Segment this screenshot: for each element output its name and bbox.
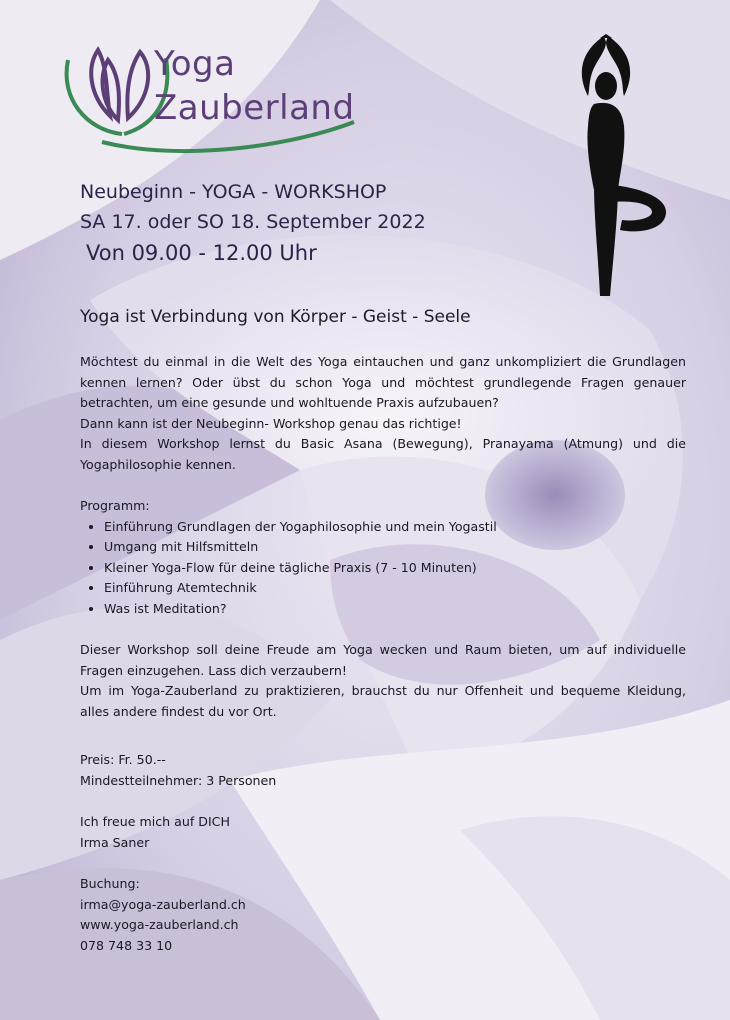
logo-line1: Yoga	[154, 44, 236, 84]
program-section	[80, 496, 686, 619]
signoff-section	[80, 812, 230, 853]
outro-clothing: Um im Yoga-Zauberland zu praktizieren, brauchst du nur Offenheit und bequeme Kleidung, alles andere findest du vor Ort.	[80, 683, 686, 719]
outro-paragraph: Dieser Workshop soll deine Freude am Yoga wecken und Raum bieten, um auf individuelle Fragen einzugehen. Lass dich verzaubern!	[80, 642, 686, 678]
program-item: • Umgang mit Hilfsmitteln	[104, 537, 686, 558]
outro-section	[80, 640, 686, 722]
booking-section	[80, 874, 246, 956]
signoff-line: Ich freue mich auf DICH	[80, 814, 230, 829]
booking-website[interactable]: www.yoga-zauberland.ch	[80, 917, 239, 932]
booking-phone[interactable]: 078 748 33 10	[80, 937, 173, 953]
workshop-time: Von 09.00 - 12.00 Uhr	[86, 241, 317, 265]
booking-heading: Buchung:	[80, 876, 140, 891]
booking-email[interactable]: irma@yoga-zauberland.ch	[80, 896, 246, 912]
program-heading: Programm:	[80, 498, 150, 513]
tagline: Yoga ist Verbindung von Körper - Geist - Seele	[80, 307, 471, 327]
pricing-section	[80, 750, 276, 791]
min-participants: Mindestteilnehmer: 3 Personen	[80, 772, 277, 788]
intro-contents: In diesem Workshop lernst du Basic Asana (Bewegung), Pranayama (Atmung) und die Yogaphilosophie kennen.	[80, 436, 686, 472]
price: Preis: Fr. 50.--	[80, 752, 166, 767]
program-item: • Einführung Atemtechnik	[104, 578, 686, 599]
intro-recommendation: Dann kann ist der Neubeginn- Workshop genau das richtige!	[80, 415, 462, 431]
program-item: • Kleiner Yoga-Flow für deine tägliche Praxis (7 - 10 Minuten)	[104, 558, 686, 579]
logo-line2: Zauberland	[154, 88, 355, 128]
yoga-tree-pose-icon	[566, 34, 674, 298]
program-item: • Einführung Grundlagen der Yogaphilosophie und mein Yogastil	[104, 517, 686, 538]
author-name: Irma Saner	[80, 834, 150, 850]
program-list	[80, 517, 686, 620]
workshop-date: SA 17. oder SO 18. September 2022	[80, 211, 426, 233]
logo	[62, 38, 362, 158]
intro-paragraph: Möchtest du einmal in die Welt des Yoga eintauchen und ganz unkompliziert die Grundlagen kennen lernen? Oder übst du schon Yoga und möchtest grundlegende Fragen genauer betrachten, um eine gesunde und wohltuende Praxis aufzubauen?	[80, 354, 686, 410]
intro-section	[80, 352, 686, 475]
program-item: • Was ist Meditation?	[104, 599, 686, 620]
workshop-title: Neubeginn - YOGA - WORKSHOP	[80, 181, 387, 203]
